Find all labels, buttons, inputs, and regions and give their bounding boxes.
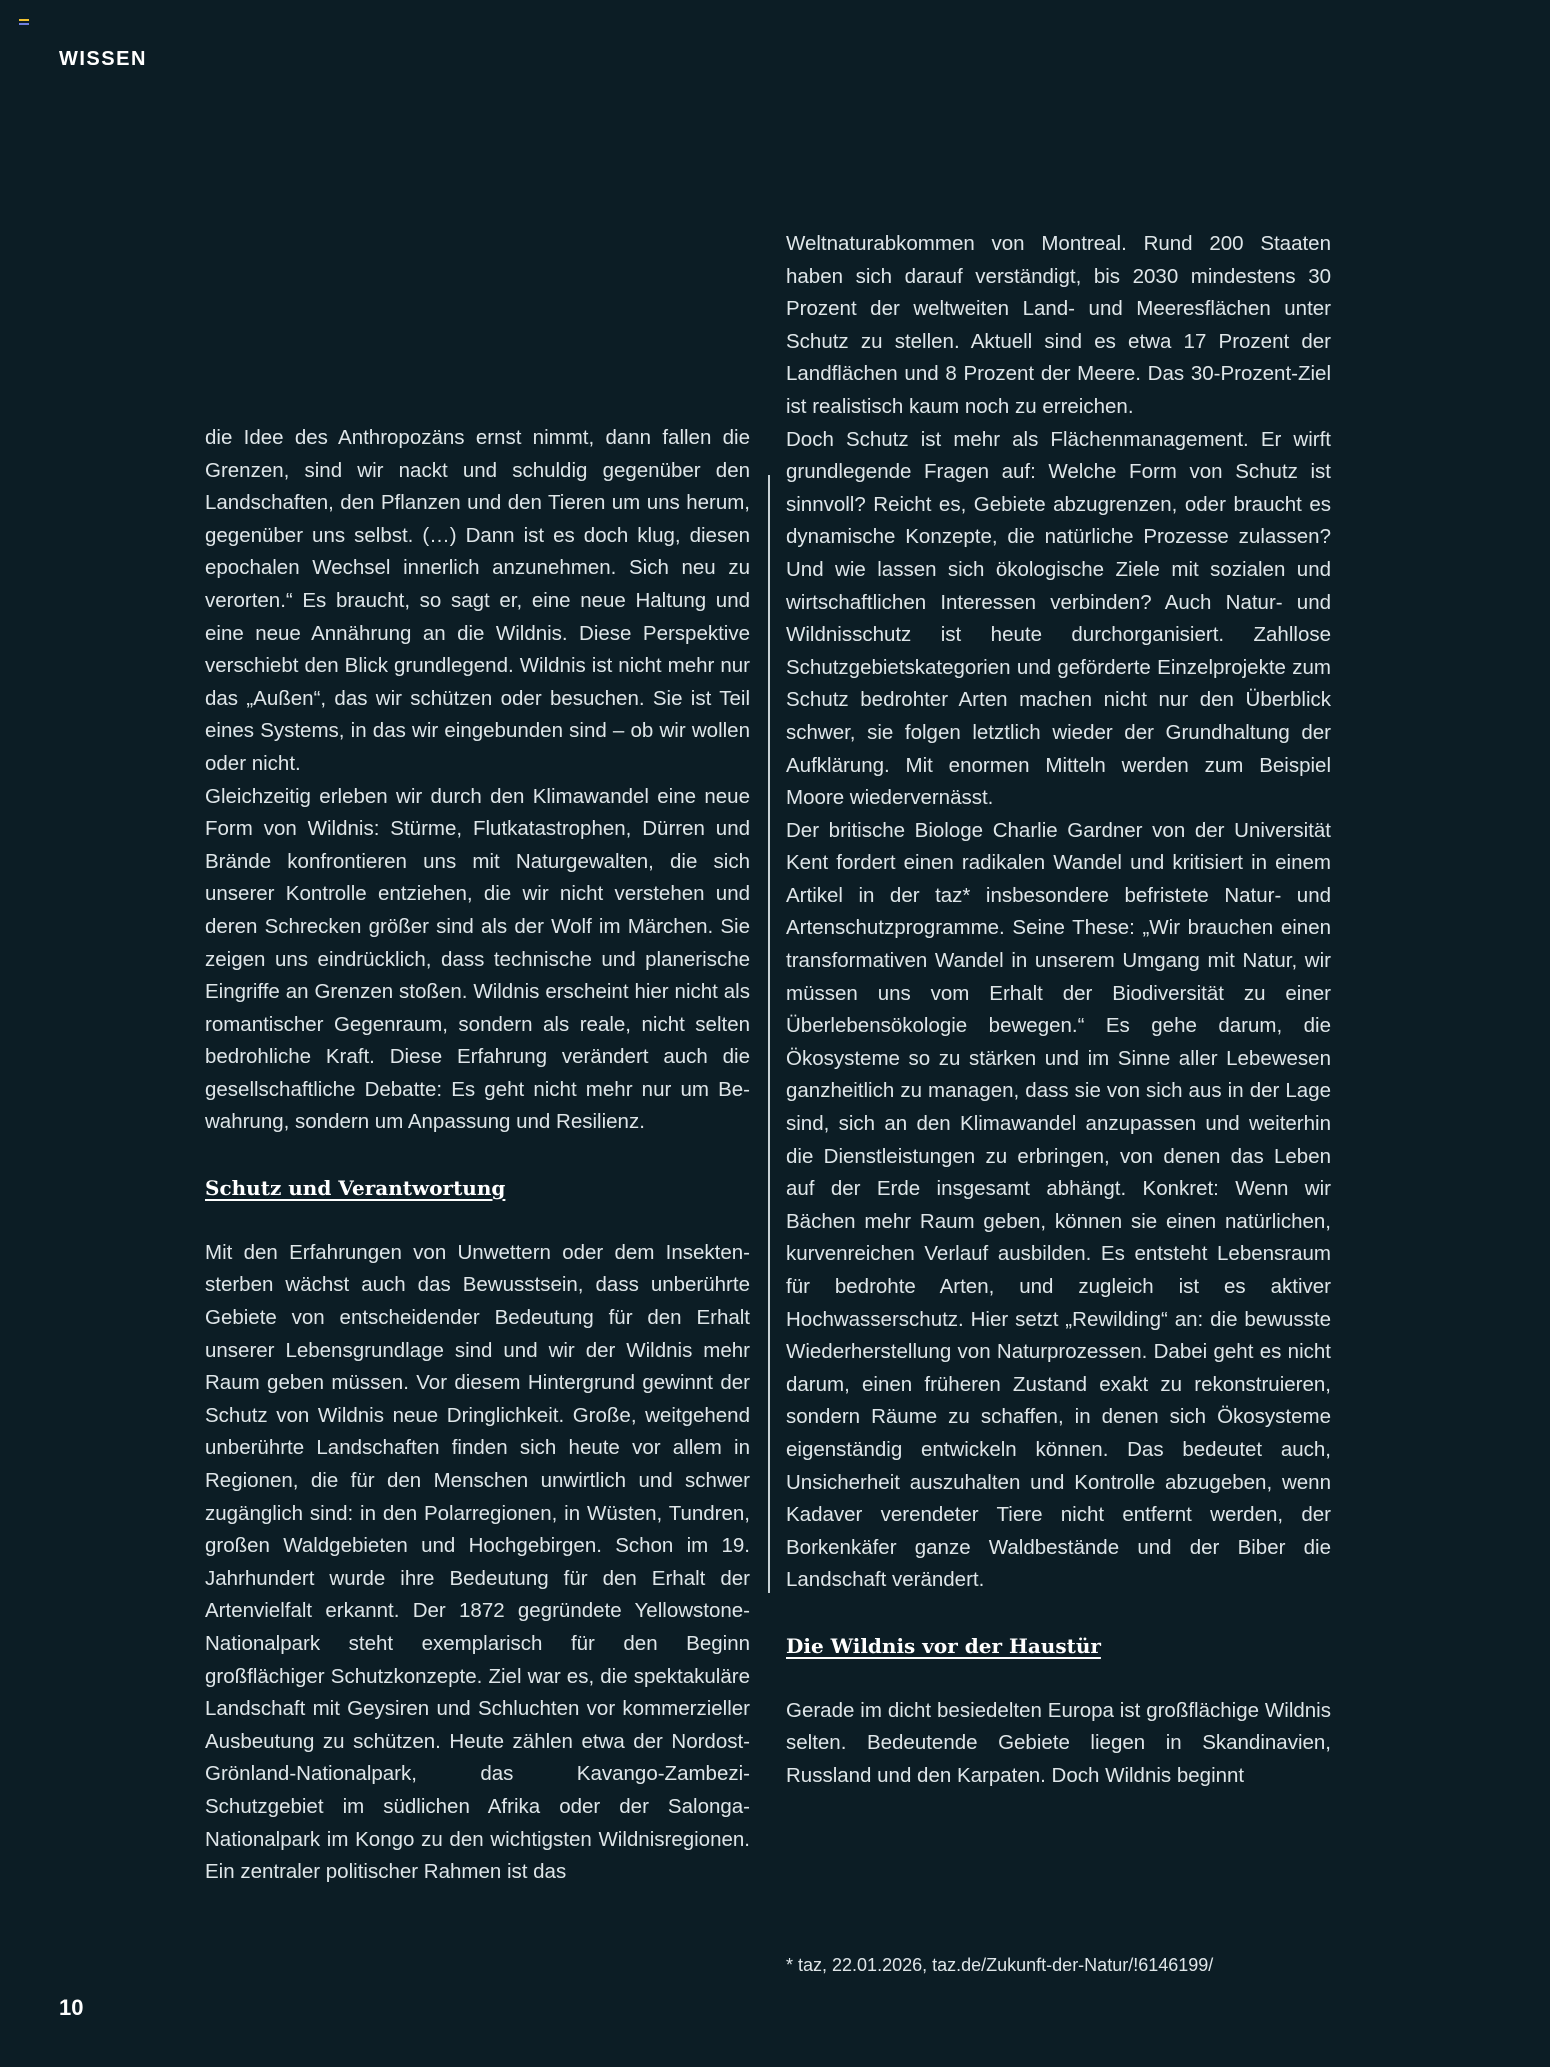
page-number: 10 — [59, 1995, 84, 2020]
paragraph: Gerade im dicht besiedelten Europa ist großflächige Wildnis selten. Bedeutende Gebiete liegen in Skandinavien, Russland und den Karpaten. Doch Wildnis beginnt — [786, 1698, 1331, 1787]
right-column — [786, 228, 1331, 1793]
paragraph: Doch Schutz ist mehr als Flächenmanagement. Er wirft grundlegende Fragen auf: Welche Form von Schutz ist sinnvoll? Reicht es, Gebiete abzugrenzen, oder braucht es dynamische Konzepte, die natürliche Prozesse zulassen? Und wie lassen sich ökologische Ziele mit sozialen und wirtschaftlichen Interessen verbinden? Auch Natur- und Wildnisschutz ist heute durchorganisiert. Zahllose Schutzgebietskategorien und geförderte Einzelprojekte zum Schutz bedrohter Arten machen nicht nur den Überblick schwer, sie folgen letztlich wieder der Grundhaltung der Aufklärung. Mit enormen Mitteln werden zum Beispiel Moore wiedervernässt. — [786, 427, 1331, 810]
paragraph: die Idee des Anthropozäns ernst nimmt, dann fallen die Grenzen, sind wir nackt und schuldig gegenüber den Landschaften, den Pflanzen und den Tieren um uns herum, gegenüber uns selbst. (…) Dann ist es doch klug, diesen epochalen Wechsel innerlich anzunehmen. Sich neu zu verorten.“ Es braucht, so sagt er, eine neue Haltung und eine neue Annährung an die Wildnis. Diese Perspektive verschiebt den Blick grundlegend. Wildnis ist nicht mehr nur das „Außen“, das wir schützen oder besuchen. Sie ist Teil eines Systems, in das wir eingebunden sind – ob wir wollen oder nicht. — [205, 426, 750, 775]
logo-icon — [19, 19, 29, 27]
paragraph: Weltnaturabkommen von Montreal. Rund 200 Staaten haben sich darauf verständigt, bis 2030 mindestens 30 Prozent der weltweiten Land- und Meeresflächen unter Schutz zu stellen. Aktuell sind es etwa 17 Prozent der Landflächen und 8 Prozent der Meere. Das 30-Prozent-Ziel ist realistisch kaum noch zu erreichen. — [786, 232, 1331, 418]
paragraph: Gleichzeitig erleben wir durch den Klimawandel eine neue Form von Wildnis: Stürme, Flutkatastrophen, Dürren und Brände konfrontieren uns mit Naturgewalten, die sich unserer Kontrolle entziehen, die wir nicht verstehen und deren Schrecken größer sind als der Wolf im Märchen. Sie zeigen uns eindrücklich, dass technische und planerische Eingriffe an Grenzen stoßen. Wildnis erscheint hier nicht als romantischer Gegenraum, sondern als reale, nicht selten bedrohliche Kraft. Diese Erfahrung verändert auch die gesellschaftliche Debatte: Es geht nicht mehr nur um Bewahrung, sondern um Anpassung und Resilienz. — [205, 784, 750, 1134]
paragraph: Mit den Erfahrungen von Unwettern oder dem Insektensterben wächst auch das Bewusstsein, dass unberührte Gebiete von entscheidender Bedeutung für den Erhalt unserer Lebensgrundlage sind und wir der Wildnis mehr Raum geben müssen. Vor diesem Hintergrund gewinnt der Schutz von Wildnis neue Dringlichkeit. Große, weitgehend unberührte Landschaften finden sich heute vor allem in Regionen, die für den Menschen unwirtlich und schwer zugänglich sind: in den Polarregionen, in Wüsten, Tundren, großen Waldgebieten und Hochgebirgen. Schon im 19. Jahrhundert wurde ihre Bedeutung für den Erhalt der Artenvielfalt erkannt. Der 1872 gegründete Yellowstone-Nationalpark steht exemplarisch für den Beginn großflächiger Schutzkonzepte. Ziel war es, die spektakuläre Landschaft mit Geysiren und Schluchten vor kommerzieller Ausbeutung zu schützen. Heute zählen etwa der Nordost-Grönland-Nationalpark, das Kavango-Zambezi-Schutzgebiet im südlichen Afrika oder der Salonga-Nationalpark im Kongo zu den wichtigsten Wildnisregionen. Ein zentraler politischer Rahmen ist das — [205, 1240, 750, 1884]
section-label: WISSEN — [59, 48, 147, 70]
left-column — [205, 422, 750, 1889]
section-heading: Die Wildnis vor der Haustür — [786, 1633, 1101, 1658]
paragraph: Der britische Biologe Charlie Gardner von der Universität Kent fordert einen radikalen Wandel und kritisiert in einem Artikel in der taz* insbesondere befristete Natur- und Artenschutzprogramme. Seine These: „Wir brauchen einen transformativen Wandel in unserem Umgang mit Natur, wir müssen uns vom Erhalt der Biodiversität zu einer Überlebensökologie bewegen.“ Es gehe darum, die Ökosysteme so zu stärken und im Sinne aller Lebewesen ganzheitlich zu managen, dass sie von sich aus in der Lage sind, sich an den Klimawandel anzupassen und weiterhin die Dienstleistungen zu erbringen, von denen das Leben auf der Erde insgesamt abhängt. Konkret: Wenn wir Bächen mehr Raum geben, können sie einen natürlichen, kurvenreichen Verlauf ausbilden. Es entsteht Lebensraum für bedrohte Arten, und zugleich ist es aktiver Hochwasserschutz. Hier setzt „Rewilding“ an: die bewusste Wiederherstellung von Naturprozessen. Dabei geht es nicht darum, einen früheren Zustand exakt zu rekonstruieren, sondern Räume zu schaffen, in denen sich Ökosysteme eigenständig entwickeln können. Das bedeutet auch, Unsicherheit auszuhalten und Kontrolle abzugeben, wenn Kadaver verendeter Tiere nicht entfernt werden, der Borkenkäfer ganze Waldbestände und der Biber die Landschaft verändert. — [786, 818, 1331, 1592]
column-divider — [768, 475, 770, 1593]
section-heading: Schutz und Verantwortung — [205, 1175, 506, 1200]
footnote: * taz, 22.01.2026, taz.de/Zukunft-der-Natur/!6146199/ — [786, 1955, 1214, 1975]
